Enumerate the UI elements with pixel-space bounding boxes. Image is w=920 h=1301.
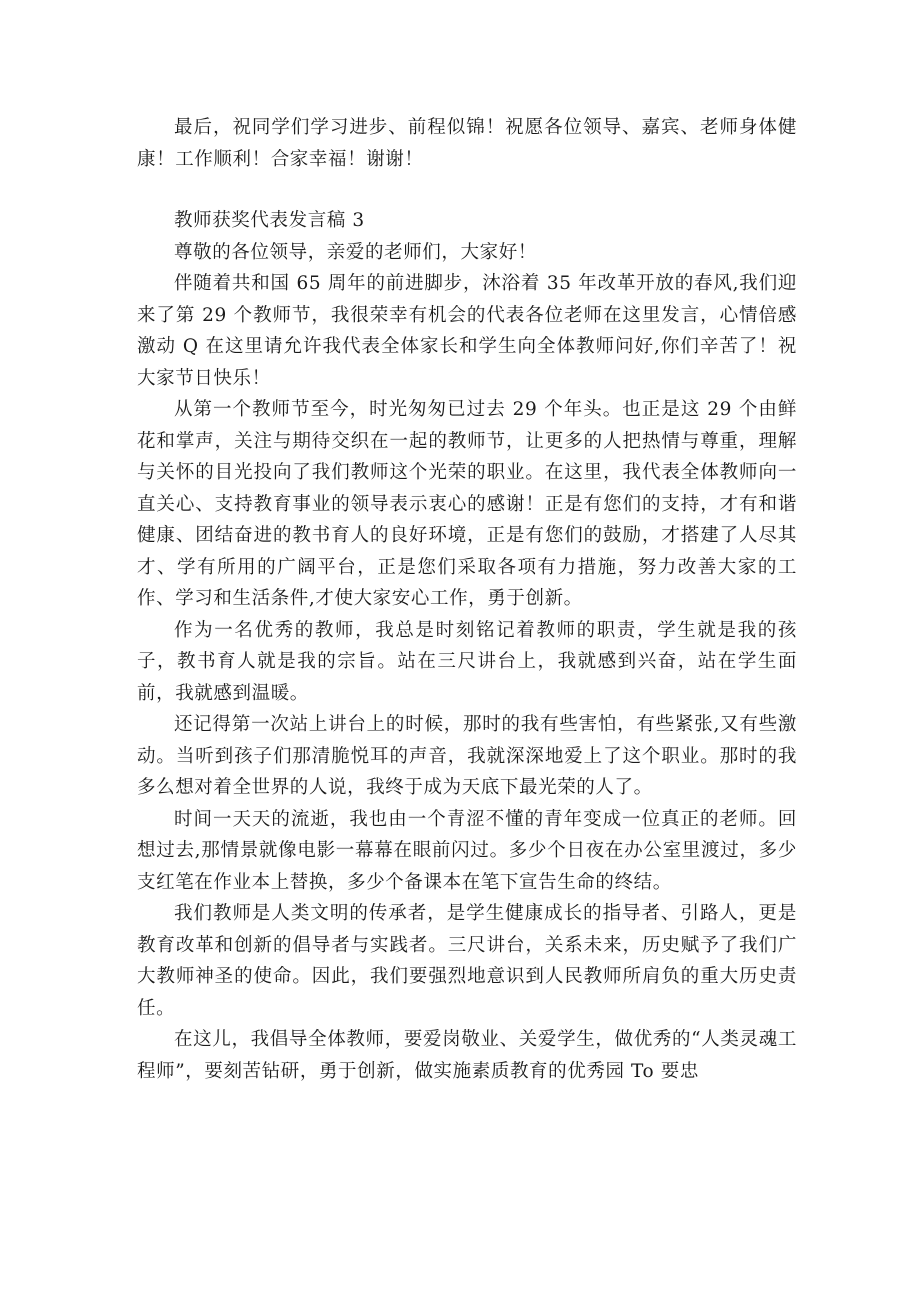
document-body	[137, 112, 797, 1087]
body-paragraph: 还记得第一次站上讲台上的时候，那时的我有些害怕，有些紧张,又有些激动。当听到孩子们那清脆悦耳的声音，我就深深地爱上了这个职业。那时的我多么想对着全世界的人说，我终于成为天底下最光荣的人了。	[137, 714, 797, 798]
body-paragraph: 我们教师是人类文明的传承者，是学生健康成长的指导者、引路人，更是教育改革和创新的倡导者与实践者。三尺讲台，关系未来，历史赋予了我们广大教师神圣的使命。因此，我们要强烈地意识到人民教师所肩负的重大历史责任。	[137, 903, 797, 1019]
greeting-line: 尊敬的各位领导，亲爱的老师们，大家好！	[174, 241, 537, 263]
body-paragraph: 从第一个教师节至今，时光匆匆已过去 29 个年头。也正是这 29 个由鲜花和掌声，关注与期待交织在一起的教师节，让更多的人把热情与尊重，理解与关怀的目光投向了我们教师这个光荣的职业。在这里，我代表全体教师向一直关心、支持教育事业的领导表示衷心的感谢！正是有您们的支持，才有和谐健康、团结奋进的教书育人的良好环境，正是有您们的鼓励，才搭建了人尽其才、学有所用的广阔平台，正是您们采取各项有力措施，努力改善大家的工作、学习和生活条件,才使大家安心工作，勇于创新。	[137, 399, 797, 609]
closing-paragraph: 最后，祝同学们学习进步、前程似锦！祝愿各位领导、嘉宾、老师身体健康！工作顺利！合家幸福！谢谢！	[137, 117, 797, 170]
body-paragraph: 作为一名优秀的教师，我总是时刻铭记着教师的职责，学生就是我的孩子，教书育人就是我的宗旨。站在三尺讲台上，我就感到兴奋，站在学生面前，我就感到温暖。	[137, 619, 797, 704]
body-paragraph: 伴随着共和国 65 周年的前进脚步，沐浴着 35 年改革开放的春风,我们迎来了第 29 个教师节，我很荣幸有机会的代表各位老师在这里发言，心情倍感激动 Q 在这里请允许我代表全体家长和学生向全体教师问好,你们辛苦了！祝大家节日快乐！	[137, 273, 797, 389]
body-paragraph: 时间一天天的流逝，我也由一个青涩不懂的青年变成一位真正的老师。回想过去,那情景就像电影一幕幕在眼前闪过。多少个日夜在办公室里渡过，多少支红笔在作业本上替换，多少个备课本在笔下宣告生命的终结。	[137, 808, 797, 893]
section-title: 教师获奖代表发言稿 3	[174, 210, 365, 231]
body-paragraph: 在这儿，我倡导全体教师，要爱岗敬业、关爱学生，做优秀的“人类灵魂工程师”，要刻苦钻研，勇于创新，做实施素质教育的优秀园 To 要忠	[137, 1029, 797, 1082]
